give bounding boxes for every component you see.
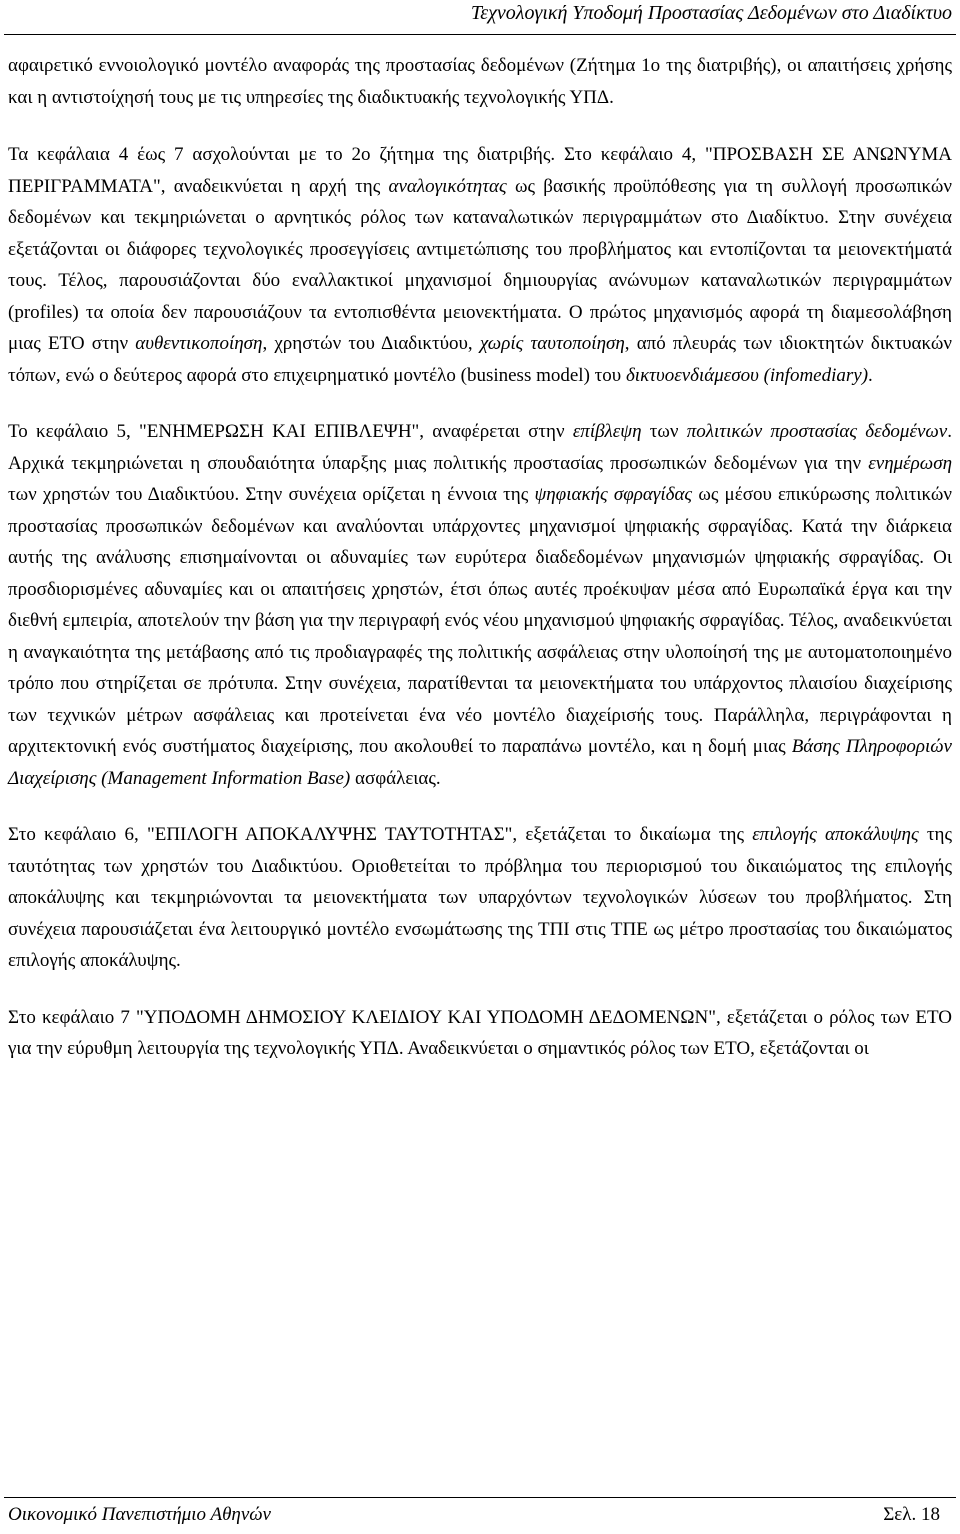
header-divider [4, 34, 956, 35]
italic-text: ψηφιακής σφραγίδας [534, 484, 693, 505]
text-run: Τα κεφάλαια 4 έως 7 ασχολούνται με το 2ο ζήτημα της διατριβής. Στο κεφάλαιο 4, "ΠΡΟΣΒΑΣΗ ΣΕ ΑΝΩΝΥΜΑ ΠΕΡΙΓΡΑΜΜΑΤΑ", αναδεικνύεται η αρχή της [8, 144, 952, 197]
text-run: , χρηστών του Διαδικτύου, [262, 333, 480, 354]
page-number: Σελ. 18 [883, 1504, 940, 1525]
text-run: της ταυτότητας των χρηστών του Διαδικτύου. Οριοθετείται το πρόβλημα του περιορισμού του δικαιώματος της επιλογής αποκάλυψης και τεκμηριώνονται τα μειονεκτήματα των υπαρχόντων τεχνολογικών λύσεων του προβλήματος. Στη συνέχεια παρουσιάζεται ένα λειτουργικό μοντέλο ενσωμάτωσης της ΤΠΙ στις ΤΠΕ ως μέτρο προστασίας του δικαιώματος επιλογής αποκάλυψης. [8, 824, 952, 971]
italic-text: αυθεντικοποίηση [135, 333, 263, 354]
paragraph [8, 139, 952, 391]
paragraph [8, 50, 952, 113]
text-run: Στο κεφάλαιο 7 "ΥΠΟΔΟΜΗ ΔΗΜΟΣΙΟΥ ΚΛΕΙΔΙΟΥ ΚΑΙ ΥΠΟΔΟΜΗ ΔΕΔΟΜΕΝΩΝ", εξετάζεται ο ρόλος των ΕΤΟ για την εύρυθμη λειτουργία της τεχνολογικής ΥΠΔ. Αναδεικνύεται ο σημαντικός ρόλος των ΕΤΟ, εξετάζονται οι [8, 1006, 952, 1059]
italic-text: επιλογής αποκάλυψης [752, 824, 919, 845]
italic-text: δικτυοενδιάμεσου (infomediary) [625, 364, 869, 386]
text-run: ως μέσου επικύρωσης πολιτικών προστασίας προσωπικών δεδομένων και αναλύονται υπάρχοντες μηχανισμοί ψηφιακής σφραγίδας. Κατά την διάρκεια αυτής της ανάλυσης επισημαίνονται οι αδυναμίες των ευρύτερα διαδεδομένων μηχανισμών ψηφιακής σφραγίδας. Οι προσδιορισμένες αδυναμίες και οι απαιτήσεις χρηστών, έτσι όπως αυτές προέκυψαν μέσα από Ευρωπαϊκά έργα και την διεθνή εμπειρία, αποτελούν την βάση για την περιγραφή ενός νέου μηχανισμού ψηφιακής σφραγίδας. Τέλος, αναδεικνύεται η αναγκαιότητα της μετάβασης από τις προδιαγραφές της πολιτικής ασφάλειας στην υλοποίησή της με αυτοματοποιημένο τρόπο που στηρίζεται σε πρότυπα. Στην συνέχεια, παρατίθενται τα μειονεκτήματα του υπάρχοντος πλαισίου διαχείρισης των τεχνικών μέτρων ασφάλειας και προτείνεται ένα νέο μοντέλο διαχείρισής τους. Παράλληλα, περιγράφονται η αρχιτεκτονική ενός συστήματος διαχείρισης, που ακολουθεί το παραπάνω μοντέλο, και η δομή μιας [8, 484, 952, 757]
text-run: των χρηστών του Διαδικτύου. Στην συνέχεια ορίζεται η έννοια της [8, 484, 535, 505]
page-header [0, 0, 960, 36]
text-run: Το κεφάλαιο 5, "ΕΝΗΜΕΡΩΣΗ ΚΑΙ ΕΠΙΒΛΕΨΗ", αναφέρεται στην [8, 421, 573, 442]
text-run: των [641, 421, 687, 442]
text-run: ασφάλειας. [350, 767, 441, 789]
paragraph [8, 416, 952, 794]
institution-name: Οικονομικό Πανεπιστήμιο Αθηνών [8, 1504, 271, 1525]
text-run: . Αρχικά τεκμηριώνεται η σπουδαιότητα ύπαρξης μιας πολιτικής προστασίας προσωπικών δεδομένων για την [8, 421, 952, 474]
text-run: . [868, 364, 873, 386]
italic-text: χωρίς ταυτοποίηση [479, 333, 625, 354]
footer-divider [4, 1497, 956, 1498]
italic-text: πολιτικών προστασίας δεδομένων [686, 421, 948, 442]
paragraph [8, 1002, 952, 1065]
body-text [8, 50, 952, 1090]
text-run: αφαιρετικό εννοιολογικό μοντέλο αναφοράς της προστασίας δεδομένων (Ζήτημα 1ο της διατριβής), οι απαιτήσεις χρήσης και η αντιστοίχησή τους με τις υπηρεσίες της διαδικτυακής τεχνολογικής ΥΠΔ. [8, 55, 952, 108]
italic-text: Βάσης Πληροφοριών Διαχείρισης (Management Information Base) [8, 736, 952, 789]
text-run: Στο κεφάλαιο 6, "ΕΠΙΛΟΓΗ ΑΠΟΚΑΛΥΨΗΣ ΤΑΥΤΟΤΗΤΑΣ", εξετάζεται το δικαίωμα της [8, 824, 753, 845]
text-run: , από πλευράς των ιδιοκτητών δικτυακών τόπων, ενώ ο δεύτερος αφορά στο επιχειρηματικό μοντέλο (business model) του [8, 333, 953, 386]
italic-text: επίβλεψη [572, 421, 642, 442]
running-title: Τεχνολογική Υποδομή Προστασίας Δεδομένων στο Διαδίκτυο [470, 2, 952, 24]
italic-text: ενημέρωση [868, 452, 952, 474]
paragraph [8, 819, 952, 977]
page-footer [0, 1497, 960, 1534]
text-run: ως βασικής προϋπόθεσης για τη συλλογή προσωπικών δεδομένων και τεκμηριώνεται ο αρνητικός ρόλος των καταναλωτικών περιγραμμάτων στο Διαδίκτυο. Στην συνέχεια εξετάζονται οι διάφορες τεχνολογικές προσεγγίσεις αντιμετώπισης του προβλήματος και εντοπίζονται τα μειονεκτήματά τους. Τέλος, παρουσιάζονται δύο εναλλακτικοί μηχανισμοί δημιουργίας ανώνυμων καταναλωτικών περιγραμμάτων (profiles) τα οποία δεν παρουσιάζουν τα εντοπισθέντα μειονεκτήματα. Ο πρώτος μηχανισμός αφορά τη διαμεσολάβηση μιας ΕΤΟ στην [8, 175, 952, 354]
italic-text: αναλογικότητας [388, 175, 507, 197]
